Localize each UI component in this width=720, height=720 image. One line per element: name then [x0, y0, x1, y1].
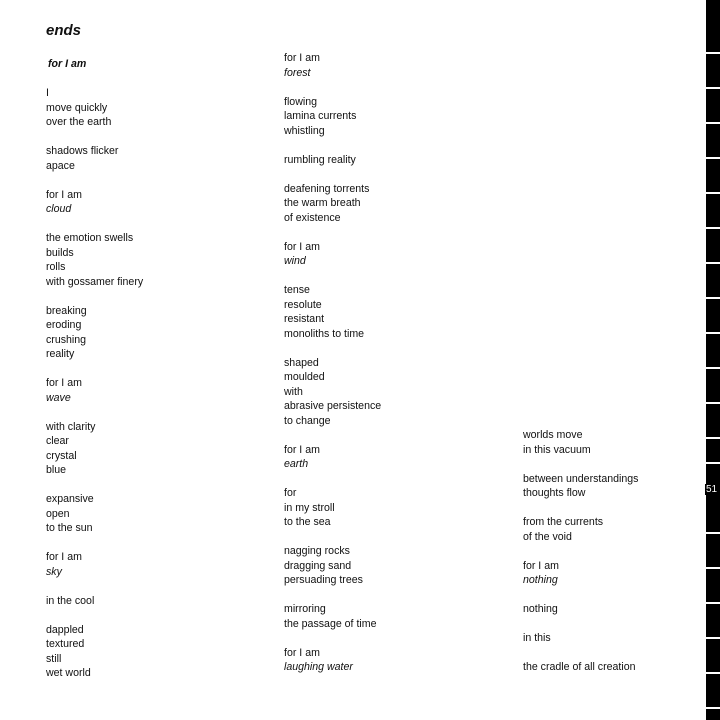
- page-edge-tick: [706, 437, 720, 439]
- stanza: [46, 304, 256, 362]
- poem-line: of the void: [523, 530, 572, 543]
- poem-line: sky: [46, 565, 62, 578]
- page-number: 51: [706, 484, 718, 495]
- poem-line: clear: [46, 435, 69, 447]
- poem-line: for I am: [523, 559, 559, 572]
- poem-line: eroding: [46, 319, 82, 331]
- poem-line: deafening torrents: [284, 182, 370, 195]
- stanza: [46, 144, 256, 173]
- poem-line: persuading trees: [284, 574, 363, 586]
- poem-line: in this: [523, 632, 551, 644]
- poem-line: monoliths to time: [284, 327, 365, 340]
- stanza: [284, 486, 494, 530]
- poem-line: worlds move: [523, 429, 583, 441]
- stanza: [284, 240, 494, 269]
- stanza: [284, 356, 494, 429]
- poem-subtitle: for I am: [48, 58, 87, 70]
- stanza: [46, 376, 256, 405]
- poem-line: to the sun: [46, 522, 93, 534]
- poem-line: for I am: [284, 443, 320, 456]
- poem-line: with: [284, 385, 303, 398]
- poem-line: in the cool: [46, 594, 95, 607]
- poem-line: with gossamer finery: [46, 275, 144, 288]
- page-edge-tick: [706, 262, 720, 264]
- poem-column-3: [523, 428, 720, 689]
- poem-line: cloud: [46, 203, 72, 215]
- poem-line: for I am: [284, 52, 320, 64]
- page-edge-tick: [706, 707, 720, 709]
- poem-line: for I am: [284, 240, 320, 253]
- poem-line: for: [284, 487, 297, 499]
- page-edge-tick: [706, 192, 720, 194]
- poem-line: dragging sand: [284, 559, 352, 572]
- page-edge-tick: [706, 367, 720, 369]
- poem-line: of existence: [284, 211, 341, 224]
- poem-line: rolls: [46, 261, 66, 273]
- stanza: [523, 559, 720, 588]
- page-edge-tick: [706, 567, 720, 569]
- stanza: [284, 602, 494, 631]
- poem-line: blue: [46, 464, 67, 476]
- poem-line: crystal: [46, 449, 77, 462]
- poem-line: for I am: [46, 188, 82, 201]
- page-edge-tick: [706, 602, 720, 604]
- poem-line: shadows flicker: [46, 145, 119, 157]
- page-edge-tick: [706, 52, 720, 54]
- stanza: [284, 153, 494, 168]
- page-edge-tick: [706, 637, 720, 639]
- page-edge-tick: [706, 672, 720, 674]
- poem-line: the passage of time: [284, 617, 377, 630]
- poem-line: flowing: [284, 95, 317, 108]
- poem-line: breaking: [46, 304, 87, 317]
- poem-line: for I am: [46, 551, 82, 563]
- poem-line: textured: [46, 638, 85, 650]
- poem-line: whistling: [284, 124, 325, 137]
- poem-line: laughing water: [284, 661, 353, 673]
- stanza: [284, 51, 494, 80]
- page-edge-bar: [706, 0, 720, 720]
- poem-line: the emotion swells: [46, 232, 134, 244]
- poem-title: ends: [46, 22, 82, 39]
- stanza: [46, 594, 256, 609]
- poem-line: moulded: [284, 371, 325, 383]
- poem-line: from the currents: [523, 516, 604, 528]
- stanza: [46, 550, 256, 579]
- stanza: [46, 623, 256, 681]
- poem-line: to the sea: [284, 516, 331, 528]
- poem-line: to change: [284, 414, 331, 427]
- poem-line: wave: [46, 391, 71, 404]
- page-edge-tick: [706, 462, 720, 464]
- poem-line: over the earth: [46, 116, 112, 128]
- poem-line: forest: [284, 66, 311, 79]
- poem-line: shaped: [284, 356, 319, 369]
- poem-line: nothing: [523, 603, 558, 615]
- page-edge-tick: [706, 297, 720, 299]
- poem-line: lamina currents: [284, 110, 357, 122]
- poem-line: resolute: [284, 298, 322, 311]
- poem-line: wind: [284, 255, 306, 267]
- stanza: [46, 492, 256, 536]
- page-edge-tick: [706, 157, 720, 159]
- poem-line: builds: [46, 246, 74, 259]
- stanza: [284, 283, 494, 341]
- page-edge-tick: [706, 227, 720, 229]
- page-edge-tick: [706, 87, 720, 89]
- stanza: [284, 443, 494, 472]
- poem-line: move quickly: [46, 101, 108, 114]
- poem-line: in my stroll: [284, 501, 335, 514]
- stanza: [523, 660, 720, 675]
- stanza: [284, 646, 494, 675]
- stanza: [523, 515, 720, 544]
- stanza: [46, 420, 256, 478]
- poem-line: earth: [284, 458, 309, 470]
- poem-line: in this vacuum: [523, 443, 591, 456]
- page-edge-tick: [706, 332, 720, 334]
- page-edge-tick: [706, 532, 720, 534]
- poem-line: reality: [46, 348, 75, 360]
- stanza: [523, 472, 720, 501]
- poem-line: crushing: [46, 333, 87, 346]
- poem-line: wet world: [46, 667, 91, 679]
- poem-column-1: [46, 57, 256, 695]
- poem-line: the warm breath: [284, 197, 361, 209]
- stanza: [46, 86, 256, 130]
- poem-line: tense: [284, 284, 310, 296]
- poem-line: expansive: [46, 493, 94, 505]
- stanza: [523, 428, 720, 457]
- poem-line: for I am: [46, 377, 82, 389]
- poem-line: for I am: [284, 646, 320, 659]
- poem-line: resistant: [284, 313, 325, 325]
- stanza: [46, 57, 256, 72]
- page-edge-tick: [706, 402, 720, 404]
- poem-line: open: [46, 507, 70, 520]
- stanza: [284, 95, 494, 139]
- page-edge-tick: [706, 122, 720, 124]
- poem-line: nothing: [523, 574, 558, 586]
- poem-line: rumbling reality: [284, 153, 356, 166]
- poem-line: apace: [46, 159, 75, 172]
- poem-line: still: [46, 652, 62, 665]
- poem-line: I: [46, 87, 49, 99]
- poem-line: nagging rocks: [284, 545, 350, 557]
- poem-line: between understandings: [523, 472, 639, 485]
- stanza: [523, 602, 720, 617]
- stanza: [284, 544, 494, 588]
- poem-line: dappled: [46, 623, 84, 636]
- poem-column-2: [284, 51, 494, 689]
- stanza: [46, 188, 256, 217]
- stanza: [523, 631, 720, 646]
- poem-line: with clarity: [46, 420, 96, 433]
- poem-line: mirroring: [284, 603, 326, 615]
- poem-line: the cradle of all creation: [523, 661, 636, 673]
- stanza: [284, 182, 494, 226]
- poem-line: abrasive persistence: [284, 400, 382, 412]
- stanza: [46, 231, 256, 289]
- poem-line: thoughts flow: [523, 487, 586, 499]
